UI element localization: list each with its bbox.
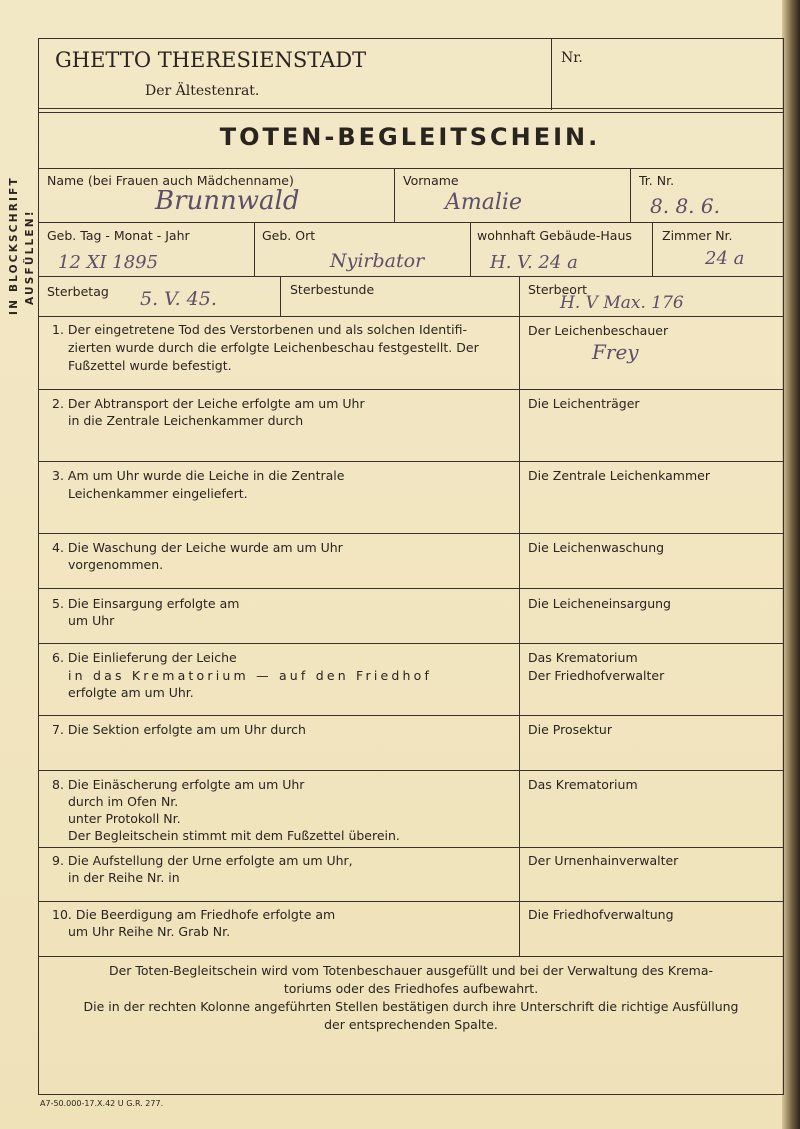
footer-line4: der entsprechenden Spalte. <box>324 1017 498 1032</box>
org-name: GHETTO THERESIENSTADT <box>55 48 367 72</box>
header-rule <box>38 108 783 113</box>
row10-line2: um Uhr Reihe Nr. Grab Nr. <box>68 924 231 939</box>
row6-line2: in das Krematorium — auf den Friedhof <box>68 668 433 683</box>
row1-line1: 1. Der eingetretene Tod des Verstorbenen und als solchen Identifi- <box>52 322 467 337</box>
council-name: Der Ältestenrat. <box>145 83 260 99</box>
row-rule <box>38 316 783 317</box>
row5-line1: 5. Die Einsargung erfolgte am <box>52 596 240 611</box>
row3-line1: 3. Am um Uhr wurde die Leiche in die Zentrale <box>52 468 345 483</box>
row8-line3: unter Protokoll Nr. <box>68 811 181 826</box>
column-divider <box>519 276 520 956</box>
row-rule <box>38 389 783 390</box>
row8-line2: durch im Ofen Nr. <box>68 794 179 809</box>
row-rule <box>38 901 783 902</box>
row5-authority: Die Leicheneinsargung <box>528 596 671 611</box>
footer-line2: toriums oder des Friedhofes aufbewahrt. <box>283 981 539 996</box>
sterbeort-value: H. V Max. 176 <box>560 293 684 313</box>
row1-line2: zierten wurde durch die erfolgte Leichenbeschau festgestellt. Der <box>68 340 479 355</box>
row-rule <box>38 643 783 644</box>
form-title: TOTEN-BEGLEITSCHEIN. <box>219 123 601 151</box>
field-divider <box>254 222 255 276</box>
nr-label: Nr. <box>561 50 583 66</box>
footer-line3: Die in der rechten Kolonne angeführten Stellen bestätigen durch ihre Unterschrift die richtige Ausfüllung <box>83 999 739 1014</box>
row-rule <box>38 770 783 771</box>
footer-note <box>40 962 782 1034</box>
row3-authority: Die Zentrale Leichenkammer <box>528 468 710 483</box>
row-rule <box>38 588 783 589</box>
wohn-value: H. V. 24 a <box>490 252 578 273</box>
gebort-label: Geb. Ort <box>262 228 316 243</box>
row8-line4: Der Begleitschein stimmt mit dem Fußzettel überein. <box>68 828 400 843</box>
row-rule <box>38 276 783 277</box>
row-rule <box>38 222 783 223</box>
row5-line2: um Uhr <box>68 613 115 628</box>
row6-authority2: Der Friedhofverwalter <box>528 668 665 683</box>
row9-authority: Der Urnenhainverwalter <box>528 853 679 868</box>
row-rule <box>38 956 783 957</box>
header-divider <box>551 38 552 110</box>
row6-line1: 6. Die Einlieferung der Leiche <box>52 650 237 665</box>
row-rule <box>38 533 783 534</box>
row2-authority: Die Leichenträger <box>528 396 640 411</box>
row9-line1: 9. Die Aufstellung der Urne erfolgte am um Uhr, <box>52 853 353 868</box>
zimmer-value: 24 a <box>705 248 745 269</box>
field-divider <box>280 276 281 316</box>
footer-line1: Der Toten-Begleitschein wird vom Totenbeschauer ausgefüllt und bei der Verwaltung des Krema- <box>108 963 714 978</box>
trnr-value: 8. 8. 6. <box>650 194 720 218</box>
row7-line1: 7. Die Sektion erfolgte am um Uhr durch <box>52 722 306 737</box>
row4-line2: vorgenommen. <box>68 557 164 572</box>
sterbetag-label: Sterbetag <box>47 284 109 299</box>
row1-authority: Der Leichenbeschauer <box>528 323 669 338</box>
vorname-value: Amalie <box>445 190 522 215</box>
field-divider <box>630 168 631 222</box>
row1-signature: Frey <box>592 340 639 364</box>
row7-authority: Die Prosektur <box>528 722 612 737</box>
field-divider <box>394 168 395 222</box>
field-divider <box>470 222 471 276</box>
sterbestunde-label: Sterbestunde <box>290 282 375 297</box>
geb-value: 12 XI 1895 <box>58 252 159 273</box>
field-divider <box>652 222 653 276</box>
row8-authority: Das Krematorium <box>528 777 638 792</box>
vorname-label: Vorname <box>403 173 459 188</box>
name-label: Name (bei Frauen auch Mädchenname) <box>47 173 294 188</box>
wohn-label: wohnhaft Gebäude-Haus <box>477 228 632 243</box>
row3-line2: Leichenkammer eingeliefert. <box>68 486 248 501</box>
trnr-label: Tr. Nr. <box>639 173 675 188</box>
row2-line2: in die Zentrale Leichenkammer durch <box>68 413 304 428</box>
row4-line1: 4. Die Waschung der Leiche wurde am um Uhr <box>52 540 343 555</box>
row6-line3: erfolgte am um Uhr. <box>68 685 194 700</box>
row1-line3: Fußzettel wurde befestigt. <box>68 358 232 373</box>
side-instruction-line2: AUSFÜLLEN! <box>24 209 36 305</box>
row-rule <box>38 461 783 462</box>
side-instruction-line1: IN BLOCKSCHRIFT <box>8 176 20 315</box>
geb-label: Geb. Tag - Monat - Jahr <box>47 228 190 243</box>
row6-authority1: Das Krematorium <box>528 650 638 665</box>
gebort-value: Nyirbator <box>330 250 425 272</box>
side-instruction <box>2 160 38 320</box>
row2-line1: 2. Der Abtransport der Leiche erfolgte am um Uhr <box>52 396 365 411</box>
row10-line1: 10. Die Beerdigung am Friedhofe erfolgte am <box>52 907 336 922</box>
row-rule <box>38 847 783 848</box>
title-rule <box>38 168 783 169</box>
sterbeort-label: Sterbeort <box>528 282 587 297</box>
row9-line2: in der Reihe Nr. in <box>68 870 180 885</box>
zimmer-label: Zimmer Nr. <box>662 228 733 243</box>
page-edge <box>782 0 800 1129</box>
print-code: A7-50.000-17.X.42 U G.R. 277. <box>40 1099 164 1108</box>
sterbetag-value: 5. V. 45. <box>140 288 217 310</box>
name-value: Brunnwald <box>155 186 300 216</box>
row-rule <box>38 715 783 716</box>
row10-authority: Die Friedhofverwaltung <box>528 907 674 922</box>
row4-authority: Die Leichenwaschung <box>528 540 665 555</box>
row8-line1: 8. Die Einäscherung erfolgte am um Uhr <box>52 777 305 792</box>
